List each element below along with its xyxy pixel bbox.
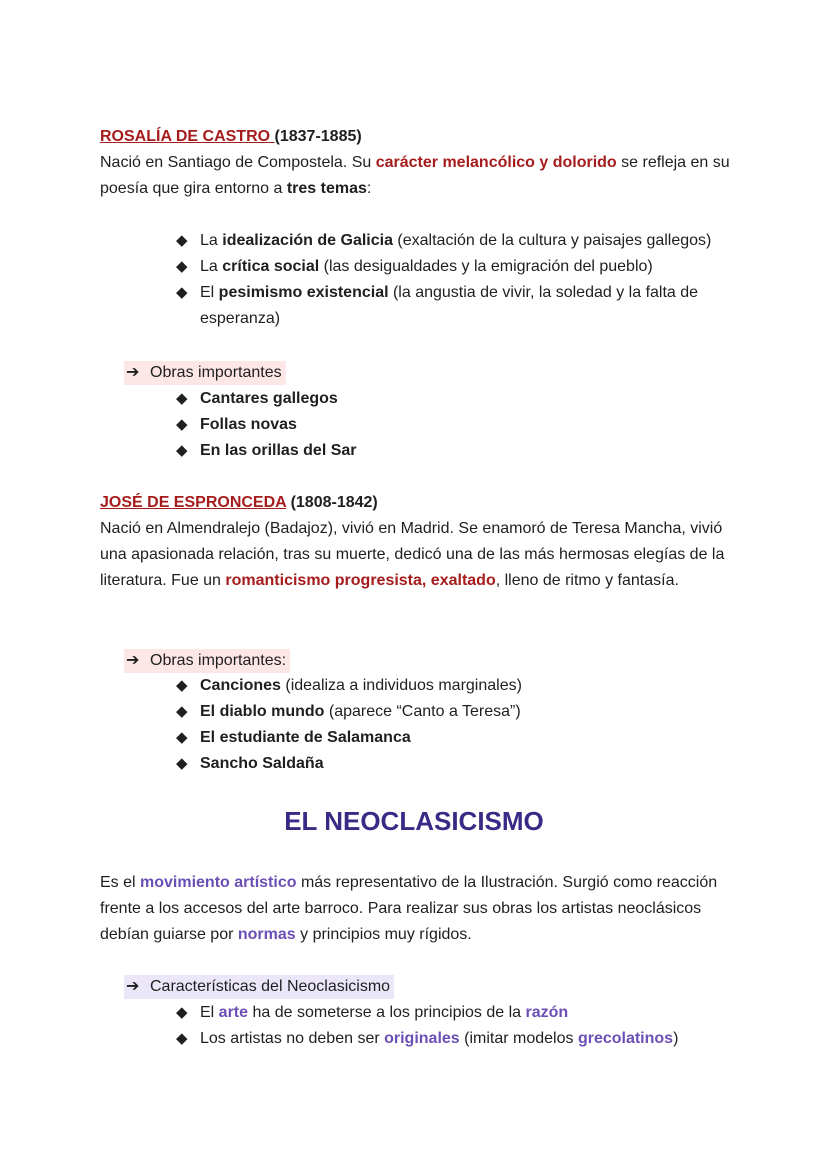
highlight-run: romanticismo progresista, exaltado	[225, 572, 496, 589]
text-run: (exaltación de la cultura y paisajes gallegos)	[392, 232, 712, 249]
text-run: :	[366, 180, 372, 197]
diamond-bullet-icon: ◆	[176, 1004, 188, 1021]
work-note: (aparece “Canto a Teresa”)	[324, 703, 521, 720]
rosalia-works-label	[124, 361, 286, 385]
diamond-bullet-icon: ◆	[176, 390, 188, 407]
rosalia-name: ROSALÍA DE CASTRO	[100, 128, 275, 145]
bold-run: crítica social	[222, 258, 320, 275]
diamond-bullet-icon: ◆	[176, 232, 188, 249]
text-run: Nació en Santiago de Compostela. Su	[100, 154, 376, 171]
espronceda-work-4	[176, 751, 736, 777]
diamond-bullet-icon: ◆	[176, 677, 188, 694]
features-label-text: Características del Neoclasicismo	[150, 978, 391, 995]
text-run: )	[673, 1030, 679, 1047]
highlight-run: movimiento artístico	[140, 874, 297, 891]
highlight-run: grecolatinos	[577, 1030, 674, 1047]
text-run: (las desigualdades y la emigración del pueblo)	[319, 258, 653, 275]
diamond-bullet-icon: ◆	[176, 442, 188, 459]
neoclasicismo-feature-2	[176, 1026, 736, 1052]
neoclasicismo-feature-1	[176, 1000, 736, 1026]
diamond-bullet-icon: ◆	[176, 703, 188, 720]
work-title: Canciones	[200, 677, 281, 694]
work-title: El diablo mundo	[200, 703, 325, 720]
espronceda-work-3	[176, 725, 736, 751]
espronceda-intro	[100, 516, 732, 594]
highlight-run: carácter melancólico y dolorido	[375, 154, 617, 171]
work-note: (idealiza a individuos marginales)	[280, 677, 522, 694]
espronceda-years: (1808-1842)	[286, 494, 378, 511]
text-run: , lleno de ritmo y fantasía.	[495, 572, 679, 589]
works-label-text: Obras importantes	[150, 364, 282, 381]
work-title: Follas novas	[200, 416, 297, 433]
text-run: Nació en Almendralejo (Badajoz), vivió en Madrid. Se enamoró de Teresa Mancha, vivió una apasionada relación, tras su muerte, dedicó una de las más hermosas elegías de la literatura. Fue un	[100, 520, 725, 589]
rosalia-theme-1	[176, 228, 736, 254]
text-run: (la angustia de vivir, la soledad y la falta de esperanza)	[200, 284, 699, 327]
text-run: El	[200, 284, 219, 301]
work-title: Sancho Saldaña	[200, 755, 324, 772]
text-run: y principios muy rígidos.	[295, 926, 472, 943]
diamond-bullet-icon: ◆	[176, 416, 188, 433]
diamond-bullet-icon: ◆	[176, 729, 188, 746]
text-run: Los artistas no deben ser	[200, 1030, 385, 1047]
highlight-run: originales	[384, 1030, 460, 1047]
diamond-bullet-icon: ◆	[176, 755, 188, 772]
arrow-right-icon: ➔	[126, 652, 140, 669]
espronceda-heading	[100, 490, 740, 516]
diamond-bullet-icon: ◆	[176, 1030, 188, 1047]
section-title: EL NEOCLASICISMO	[284, 806, 544, 836]
rosalia-intro	[100, 150, 730, 202]
highlight-run: razón	[525, 1004, 569, 1021]
espronceda-name: JOSÉ DE ESPRONCEDA	[100, 494, 287, 511]
highlight-run: normas	[237, 926, 296, 943]
text-run: ha de someterse a los principios de la	[248, 1004, 526, 1021]
rosalia-years: (1837-1885)	[274, 128, 362, 145]
bold-run: pesimismo existencial	[218, 284, 389, 301]
rosalia-theme-3	[176, 280, 724, 332]
text-run: La	[200, 258, 223, 275]
text-run: se refleja en su poesía que gira entorno a	[100, 154, 730, 197]
diamond-bullet-icon: ◆	[176, 284, 188, 301]
rosalia-heading	[100, 124, 740, 150]
bold-run: idealización de Galicia	[222, 232, 393, 249]
espronceda-work-2	[176, 699, 736, 725]
arrow-right-icon: ➔	[126, 364, 140, 381]
rosalia-work-2	[176, 412, 736, 438]
arrow-right-icon: ➔	[126, 978, 140, 995]
neoclasicismo-intro	[100, 870, 730, 948]
rosalia-theme-2	[176, 254, 736, 280]
text-run: El	[200, 1004, 219, 1021]
text-run: La	[200, 232, 223, 249]
bold-run: tres temas	[286, 180, 367, 197]
rosalia-work-1	[176, 386, 736, 412]
espronceda-work-1	[176, 673, 736, 699]
espronceda-works-label	[124, 649, 290, 673]
work-title: Cantares gallegos	[200, 390, 338, 407]
work-title: El estudiante de Salamanca	[200, 729, 411, 746]
work-title: En las orillas del Sar	[200, 442, 357, 459]
text-run: más representativo de la Ilustración. Surgió como reacción frente a los accesos del arte barroco. Para realizar sus obras los artistas neoclásicos debían guiarse por	[100, 874, 718, 943]
text-run: (imitar modelos	[459, 1030, 578, 1047]
text-run: Es el	[100, 874, 141, 891]
neoclasicismo-features-label	[124, 975, 394, 999]
rosalia-work-3	[176, 438, 736, 464]
works-label-text: Obras importantes:	[150, 652, 287, 669]
highlight-run: arte	[218, 1004, 249, 1021]
diamond-bullet-icon: ◆	[176, 258, 188, 275]
